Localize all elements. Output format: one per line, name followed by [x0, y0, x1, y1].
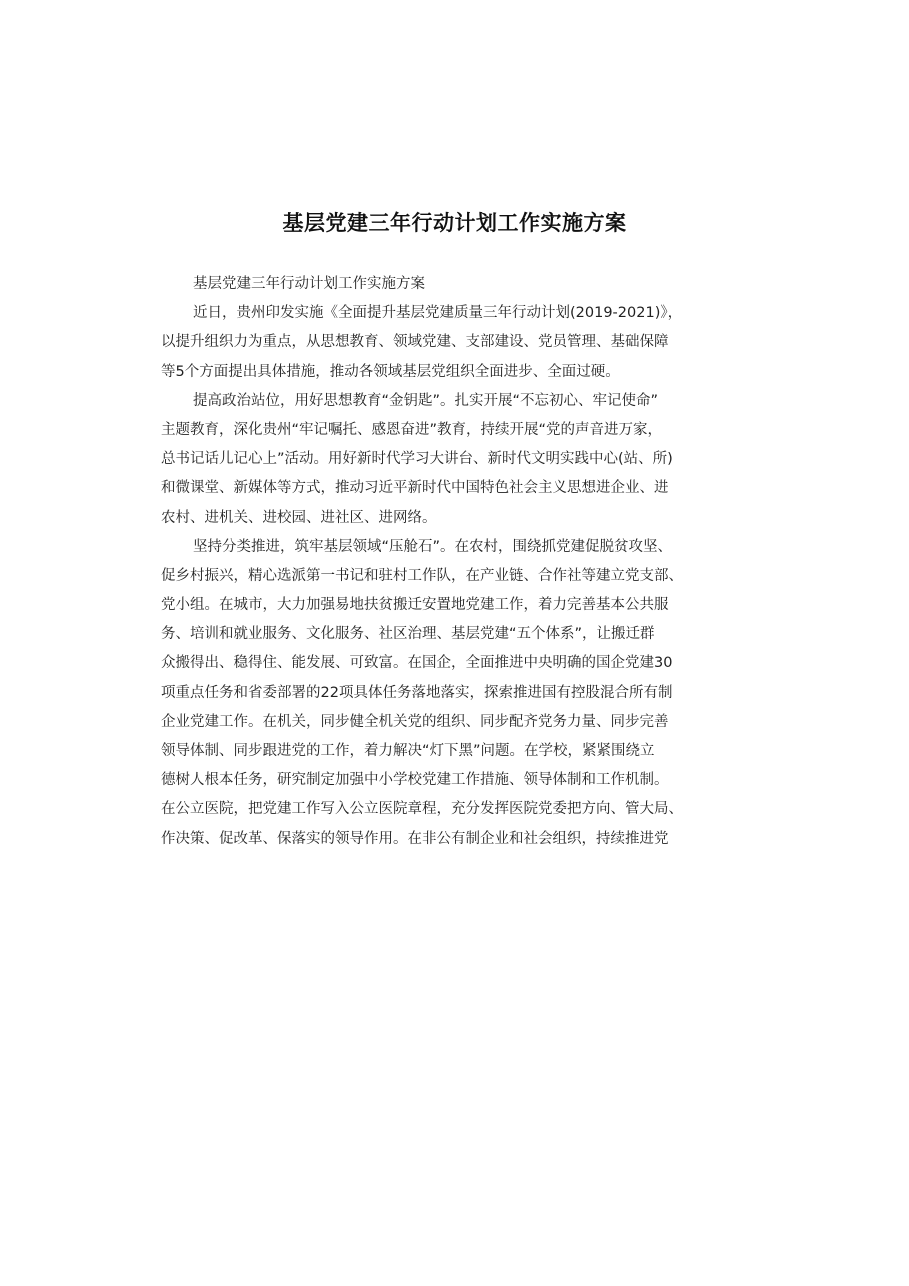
body-line: 等5个方面提出具体措施，推动各领域基层党组织全面进步、全面过硬。: [161, 363, 620, 380]
body-line: 促乡村振兴，精心选派第一书记和驻村工作队，在产业链、合作社等建立党支部、: [161, 567, 683, 584]
body-line: 领导体制、同步跟进党的工作，着力解决“灯下黑”问题。在学校，紧紧围绕立: [161, 743, 655, 759]
document-body: [161, 270, 761, 854]
body-line: 企业党建工作。在机关，同步健全机关党的组织、同步配齐党务力量、同步完善: [161, 713, 669, 730]
body-line: 总书记话儿记心上”活动。用好新时代学习大讲台、新时代文明实践中心(站、所): [161, 451, 673, 468]
body-line-subheading: 基层党建三年行动计划工作实施方案: [193, 276, 425, 292]
body-line: 党小组。在城市，大力加强易地扶贫搬迁安置地党建工作，着力完善基本公共服: [161, 597, 669, 614]
body-line-paragraph-start: 坚持分类推进，筑牢基层领域“压舱石”。在农村，围绕抓党建促脱贫攻坚、: [193, 538, 673, 555]
body-line: 众搬得出、稳得住、能发展、可致富。在国企，全面推进中央明确的国企党建30: [161, 655, 673, 672]
body-line: 作决策、促改革、保落实的领导作用。在非公有制企业和社会组织，持续推进党: [161, 830, 669, 847]
body-line: 农村、进机关、进校园、进社区、进网络。: [161, 509, 437, 526]
body-line: 和微课堂、新媒体等方式，推动习近平新时代中国特色社会主义思想进企业、进: [161, 480, 669, 497]
body-line: 务、培训和就业服务、文化服务、社区治理、基层党建“五个体系”，让搬迁群: [161, 626, 655, 643]
body-line: 在公立医院，把党建工作写入公立医院章程，充分发挥医院党委把方向、管大局、: [161, 801, 683, 818]
body-line-paragraph-start: 近日，贵州印发实施《全面提升基层党建质量三年行动计划(2019-2021)》，: [193, 305, 683, 322]
body-line: 主题教育，深化贵州“牢记嘱托、感恩奋进”教育，持续开展“党的声音进万家，: [161, 421, 663, 438]
body-line: 以提升组织力为重点，从思想教育、领域党建、支部建设、党员管理、基础保障: [161, 334, 669, 351]
document-title: 基层党建三年行动计划工作实施方案: [282, 211, 627, 235]
body-line: 项重点任务和省委部署的22项具体任务落地落实，探索推进国有控股混合所有制: [161, 684, 673, 701]
body-line: 德树人根本任务，研究制定加强中小学校党建工作措施、领导体制和工作机制。: [161, 772, 669, 789]
body-line-paragraph-start: 提高政治站位，用好思想教育“金钥匙”。扎实开展“不忘初心、牢记使命”: [193, 392, 659, 409]
